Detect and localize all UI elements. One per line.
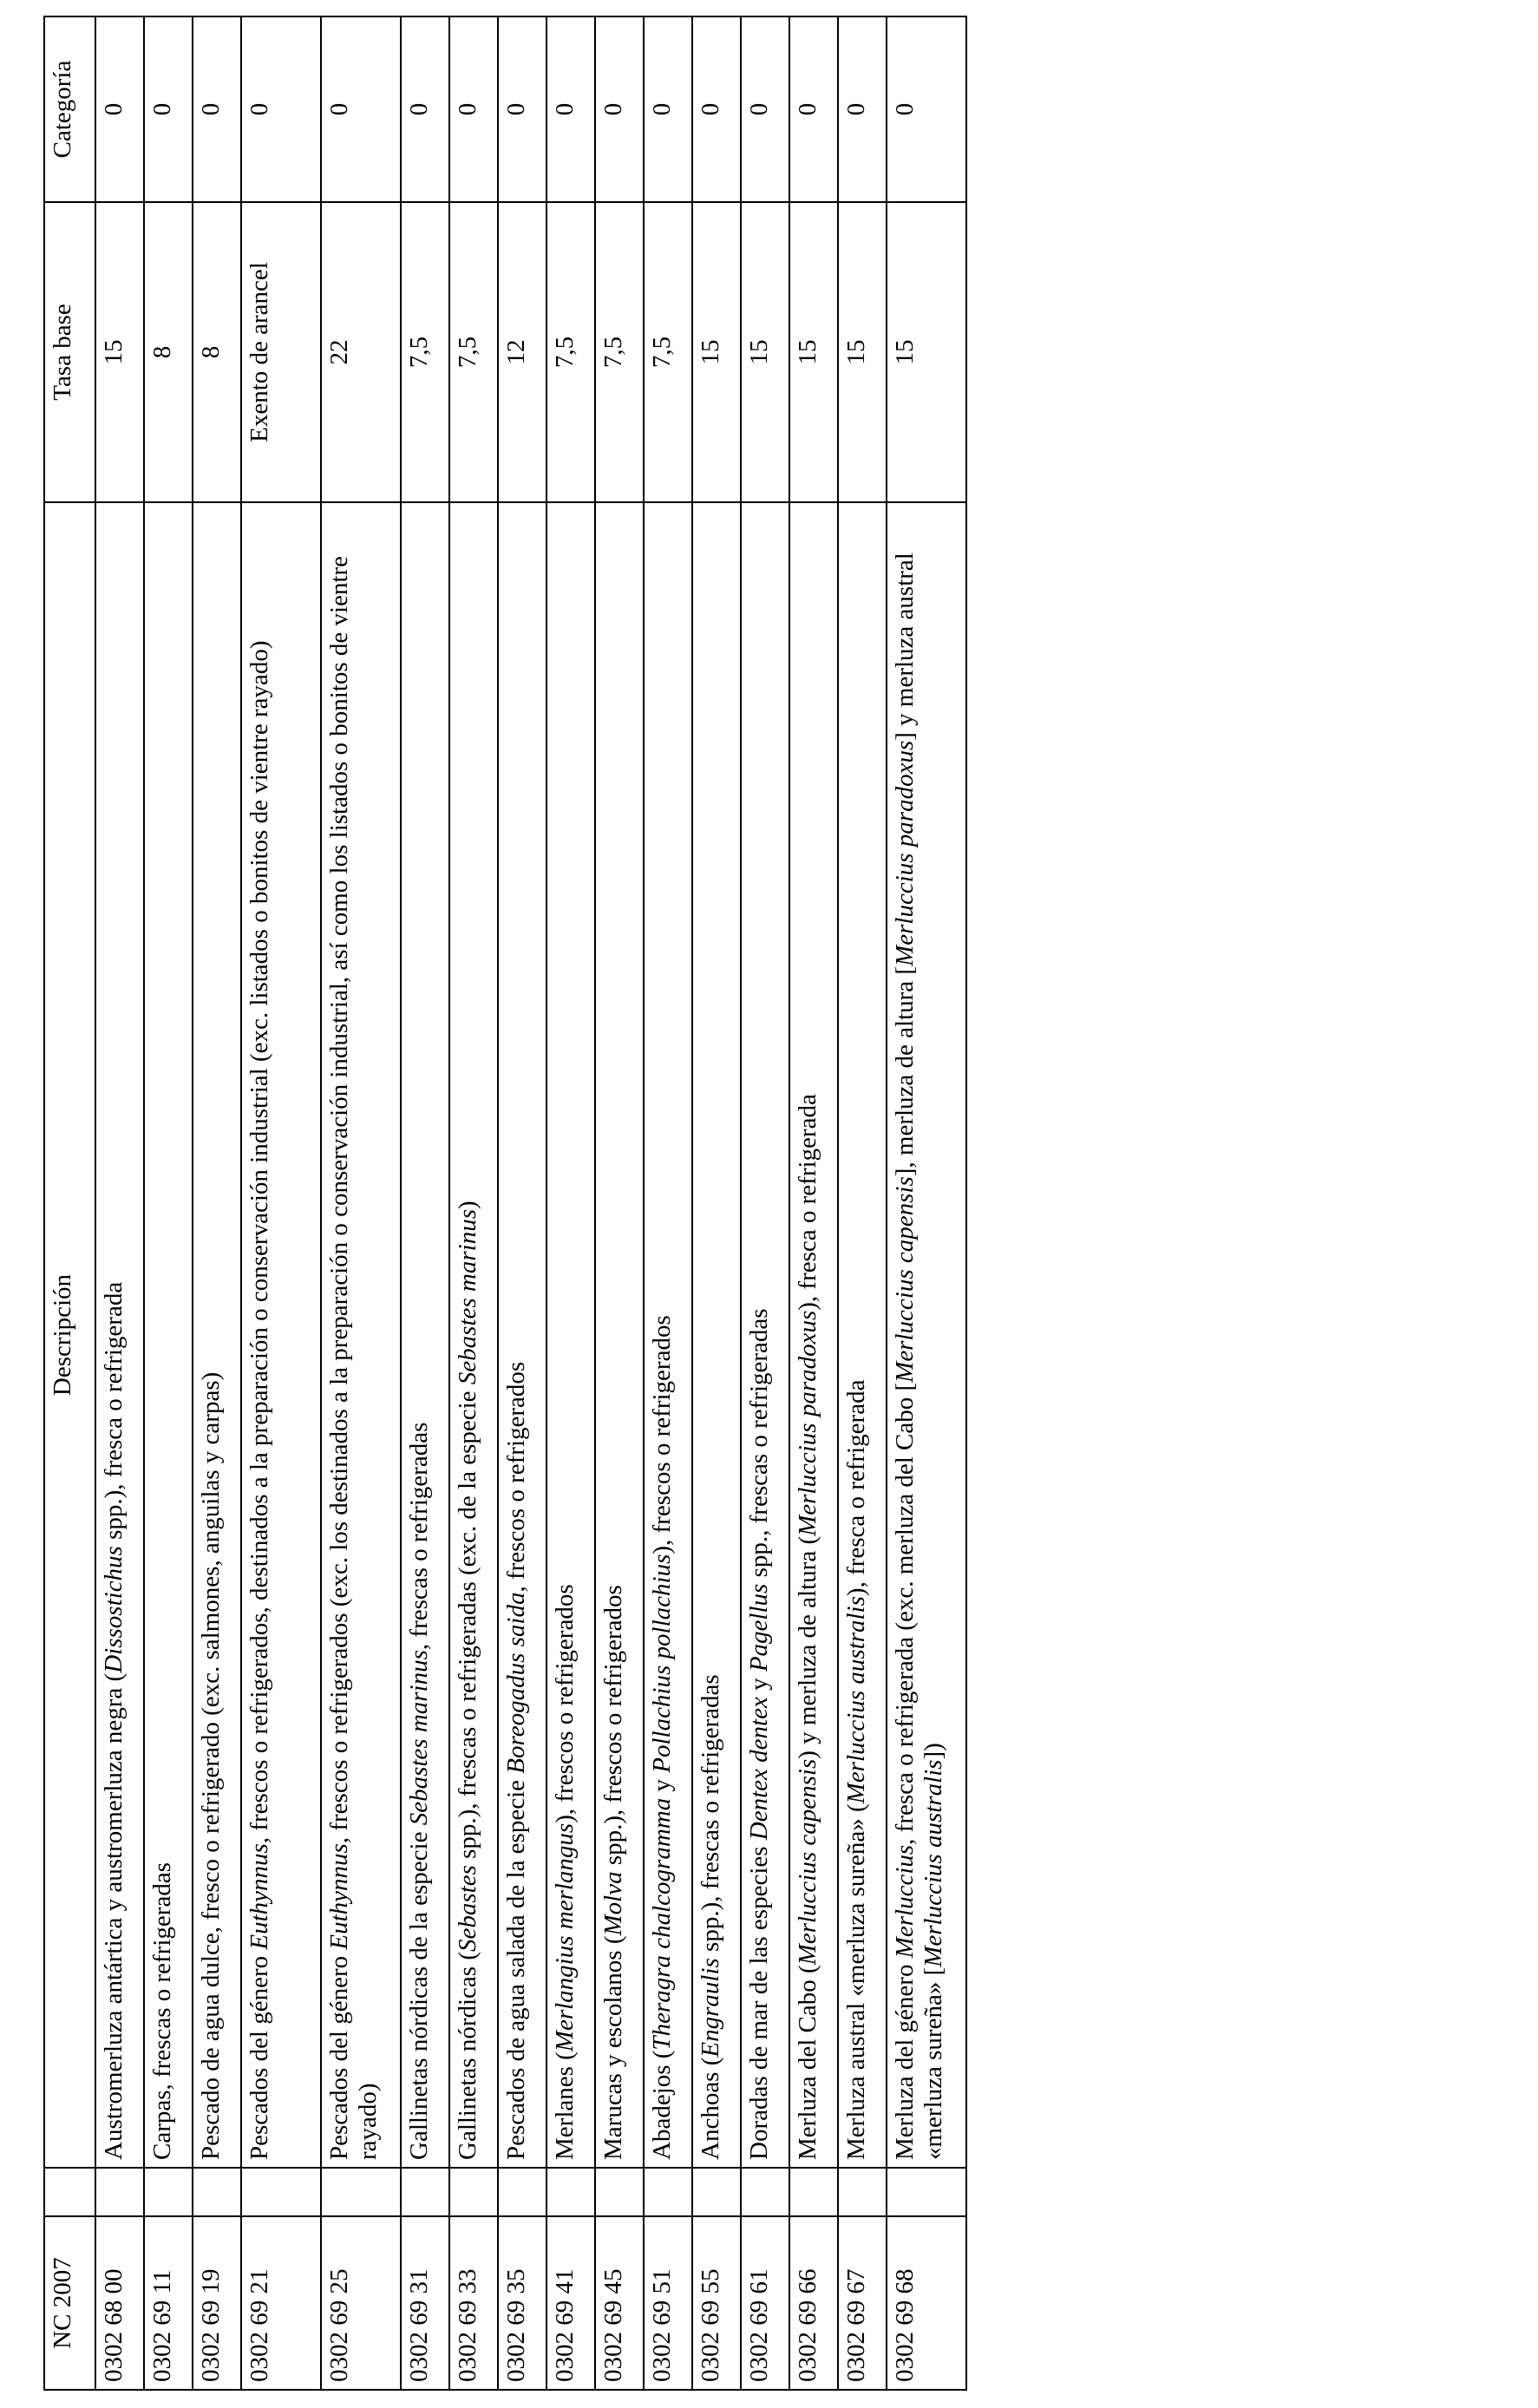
cell-code: 0302 69 45: [595, 2216, 644, 2390]
description-text: , frescos o refrigerados (exc. los destinados a la preparación o conservación industrial, así como los listados o bonitos de vientre rayado): [325, 555, 382, 2160]
cell-rate: 15: [838, 202, 887, 502]
cell-code: 0302 69 21: [241, 2216, 321, 2390]
cell-code: 0302 69 51: [644, 2216, 692, 2390]
cell-rate: 7,5: [401, 202, 449, 502]
species-name: Sebastes: [454, 1865, 481, 1953]
description-text: y: [648, 1772, 676, 1798]
cell-category: 0: [644, 16, 692, 202]
cell-code: 0302 69 25: [321, 2216, 401, 2390]
table-row: [241, 16, 321, 2390]
header-rate: Tasa base: [44, 202, 95, 502]
description-text: , frescos o refrigerados: [502, 1361, 530, 1593]
cell-blank: [321, 2168, 401, 2216]
cell-code: 0302 69 55: [692, 2216, 741, 2390]
description-text: Pescados del género: [325, 1949, 353, 2160]
description-text: Doradas de mar de las especies: [745, 1840, 773, 2160]
species-name: Euthynnus: [325, 1843, 353, 1950]
tariff-table: [43, 16, 967, 2391]
cell-category: 0: [241, 16, 321, 202]
cell-blank: [887, 2168, 966, 2216]
table-row: [401, 16, 449, 2390]
cell-rate: 15: [887, 202, 966, 502]
species-name: Merluccius australis: [842, 1596, 870, 1804]
description-text: Austromerluza antártica y austromerluza negra (: [100, 1672, 128, 2160]
description-text: Gallinetas nórdicas de la especie: [405, 1825, 433, 2160]
species-name: Merlangius merlangus: [551, 1822, 579, 2052]
cell-category: 0: [838, 16, 887, 202]
cell-rate: 15: [789, 202, 838, 502]
species-name: Merluccius: [891, 1844, 919, 1959]
cell-code: 0302 68 00: [95, 2216, 144, 2390]
cell-category: 0: [401, 16, 449, 202]
description-text: Marucas y escolanos (: [599, 1935, 627, 2160]
table-row: [546, 16, 595, 2390]
description-text: , frescas o refrigeradas: [405, 1422, 433, 1651]
cell-code: 0302 69 68: [887, 2216, 966, 2390]
header-category: Categoría: [44, 16, 95, 202]
cell-description: [193, 502, 241, 2168]
species-name: Pagellus: [745, 1583, 773, 1672]
cell-description: [95, 502, 144, 2168]
cell-category: 0: [595, 16, 644, 202]
cell-code: 0302 69 19: [193, 2216, 241, 2390]
cell-rate: 7,5: [449, 202, 498, 502]
cell-rate: 7,5: [595, 202, 644, 502]
rotated-page: [43, 17, 1041, 2391]
header-description: Descripción: [44, 502, 95, 2168]
table-row: [887, 16, 966, 2390]
species-name: Merluccius paradoxus: [891, 740, 919, 966]
species-name: Dissostichus: [100, 1546, 128, 1673]
cell-blank: [692, 2168, 741, 2216]
cell-description: [546, 502, 595, 2168]
species-name: Sebastes marinus: [405, 1650, 433, 1826]
cell-blank: [401, 2168, 449, 2216]
cell-blank: [241, 2168, 321, 2216]
cell-blank: [95, 2168, 144, 2216]
description-text: Merluza del Cabo (: [794, 1965, 821, 2160]
description-text: Abadejos (: [648, 2050, 676, 2160]
table-row: [741, 16, 789, 2390]
cell-category: 0: [498, 16, 546, 202]
species-name: Molva: [599, 1871, 627, 1936]
species-name: Merluccius capensis: [891, 1176, 919, 1383]
table-row: [838, 16, 887, 2390]
cell-blank: [595, 2168, 644, 2216]
description-text: Merluza del género: [891, 1958, 919, 2160]
species-name: Engraulis: [697, 1958, 724, 2058]
cell-blank: [193, 2168, 241, 2216]
cell-category: 0: [95, 16, 144, 202]
cell-rate: 12: [498, 202, 546, 502]
description-text: ] y merluza austral «merluza sureña» [: [891, 553, 947, 2160]
cell-description: [887, 502, 966, 2168]
cell-rate: 8: [144, 202, 193, 502]
header-row: [44, 16, 95, 2390]
description-text: spp., frescas o refrigeradas: [745, 1308, 773, 1584]
table-row: [595, 16, 644, 2390]
species-name: Euthynnus: [245, 1843, 273, 1950]
cell-blank: [789, 2168, 838, 2216]
cell-code: 0302 69 66: [789, 2216, 838, 2390]
cell-blank: [449, 2168, 498, 2216]
cell-description: [449, 502, 498, 2168]
description-text: ) y merluza de altura (: [794, 1535, 821, 1759]
cell-description: [401, 502, 449, 2168]
species-name: Merluccius australis: [920, 1759, 947, 1967]
description-text: spp.), frescos o refrigerados: [599, 1585, 627, 1872]
table-row: [692, 16, 741, 2390]
cell-blank: [741, 2168, 789, 2216]
cell-description: [644, 502, 692, 2168]
cell-rate: 7,5: [644, 202, 692, 502]
description-text: spp.), fresca o refrigerada: [100, 1281, 128, 1547]
cell-category: 0: [546, 16, 595, 202]
cell-description: [789, 502, 838, 2168]
cell-category: 0: [887, 16, 966, 202]
cell-description: [838, 502, 887, 2168]
cell-description: [498, 502, 546, 2168]
description-text: ), frescos o refrigerados: [551, 1584, 579, 1823]
species-name: Pollachius pollachius: [648, 1554, 676, 1773]
description-text: , fresca o refrigerada (exc. merluza del Cabo [: [891, 1382, 919, 1845]
description-text: Pescado de agua dulce, fresco o refrigerado (exc. salmones, anguilas y carpas): [197, 1371, 225, 2160]
description-text: Merluza austral «merluza sureña» (: [842, 1803, 870, 2160]
cell-rate: 22: [321, 202, 401, 502]
cell-rate: Exento de arancel: [241, 202, 321, 502]
cell-rate: 7,5: [546, 202, 595, 502]
description-text: Anchoas (: [697, 2057, 724, 2160]
cell-description: [321, 502, 401, 2168]
header-blank: [44, 2168, 95, 2216]
cell-category: 0: [193, 16, 241, 202]
description-text: spp.), frescas o refrigeradas: [697, 1674, 724, 1959]
cell-blank: [498, 2168, 546, 2216]
species-name: Theragra chalcogramma: [648, 1797, 676, 2051]
description-text: Carpas, frescas o refrigeradas: [148, 1862, 176, 2160]
table-row: [144, 16, 193, 2390]
cell-code: 0302 69 33: [449, 2216, 498, 2390]
species-name: Merluccius paradoxus: [794, 1310, 821, 1536]
species-name: Boreogadus saida: [502, 1592, 530, 1774]
description-text: ), fresca o refrigerada: [842, 1379, 870, 1597]
cell-category: 0: [692, 16, 741, 202]
cell-blank: [838, 2168, 887, 2216]
table-row: [95, 16, 144, 2390]
cell-description: [144, 502, 193, 2168]
description-text: ), fresca o refrigerada: [794, 1094, 821, 1311]
species-name: Dentex dentex: [745, 1697, 773, 1841]
cell-description: [692, 502, 741, 2168]
header-code: NC 2007: [44, 2216, 95, 2390]
cell-code: 0302 69 11: [144, 2216, 193, 2390]
description-text: ), frescos o refrigerados: [648, 1315, 676, 1554]
cell-code: 0302 69 61: [741, 2216, 789, 2390]
table-row: [789, 16, 838, 2390]
table-row: [321, 16, 401, 2390]
cell-category: 0: [741, 16, 789, 202]
cell-category: 0: [321, 16, 401, 202]
description-text: spp.), frescas o refrigeradas (exc. de la especie: [454, 1384, 481, 1866]
cell-category: 0: [144, 16, 193, 202]
cell-blank: [644, 2168, 692, 2216]
table-row: [193, 16, 241, 2390]
cell-description: [741, 502, 789, 2168]
species-name: Sebastes marinus: [454, 1209, 481, 1385]
cell-blank: [546, 2168, 595, 2216]
description-text: Pescados del género: [245, 1949, 273, 2160]
species-name: Merluccius capensis: [794, 1758, 821, 1966]
cell-code: 0302 69 41: [546, 2216, 595, 2390]
cell-rate: 8: [193, 202, 241, 502]
description-text: ): [454, 1201, 481, 1209]
description-text: ], merluza de altura [: [891, 965, 919, 1177]
cell-description: [241, 502, 321, 2168]
cell-code: 0302 69 31: [401, 2216, 449, 2390]
cell-code: 0302 69 35: [498, 2216, 546, 2390]
cell-rate: 15: [741, 202, 789, 502]
table-body: [95, 16, 966, 2390]
cell-code: 0302 69 67: [838, 2216, 887, 2390]
description-text: ]): [920, 1743, 947, 1760]
table-row: [498, 16, 546, 2390]
cell-rate: 15: [692, 202, 741, 502]
description-text: Gallinetas nórdicas (: [454, 1952, 481, 2160]
cell-category: 0: [449, 16, 498, 202]
cell-description: [595, 502, 644, 2168]
table-row: [644, 16, 692, 2390]
description-text: y: [745, 1672, 773, 1698]
cell-category: 0: [789, 16, 838, 202]
table-row: [449, 16, 498, 2390]
description-text: Merlanes (: [551, 2051, 579, 2160]
cell-rate: 15: [95, 202, 144, 502]
description-text: , frescos o refrigerados, destinados a la preparación o conservación industrial (exc. listados o bonitos de vientre rayado): [245, 640, 273, 1844]
description-text: Pescados de agua salada de la especie: [502, 1773, 530, 2160]
cell-blank: [144, 2168, 193, 2216]
